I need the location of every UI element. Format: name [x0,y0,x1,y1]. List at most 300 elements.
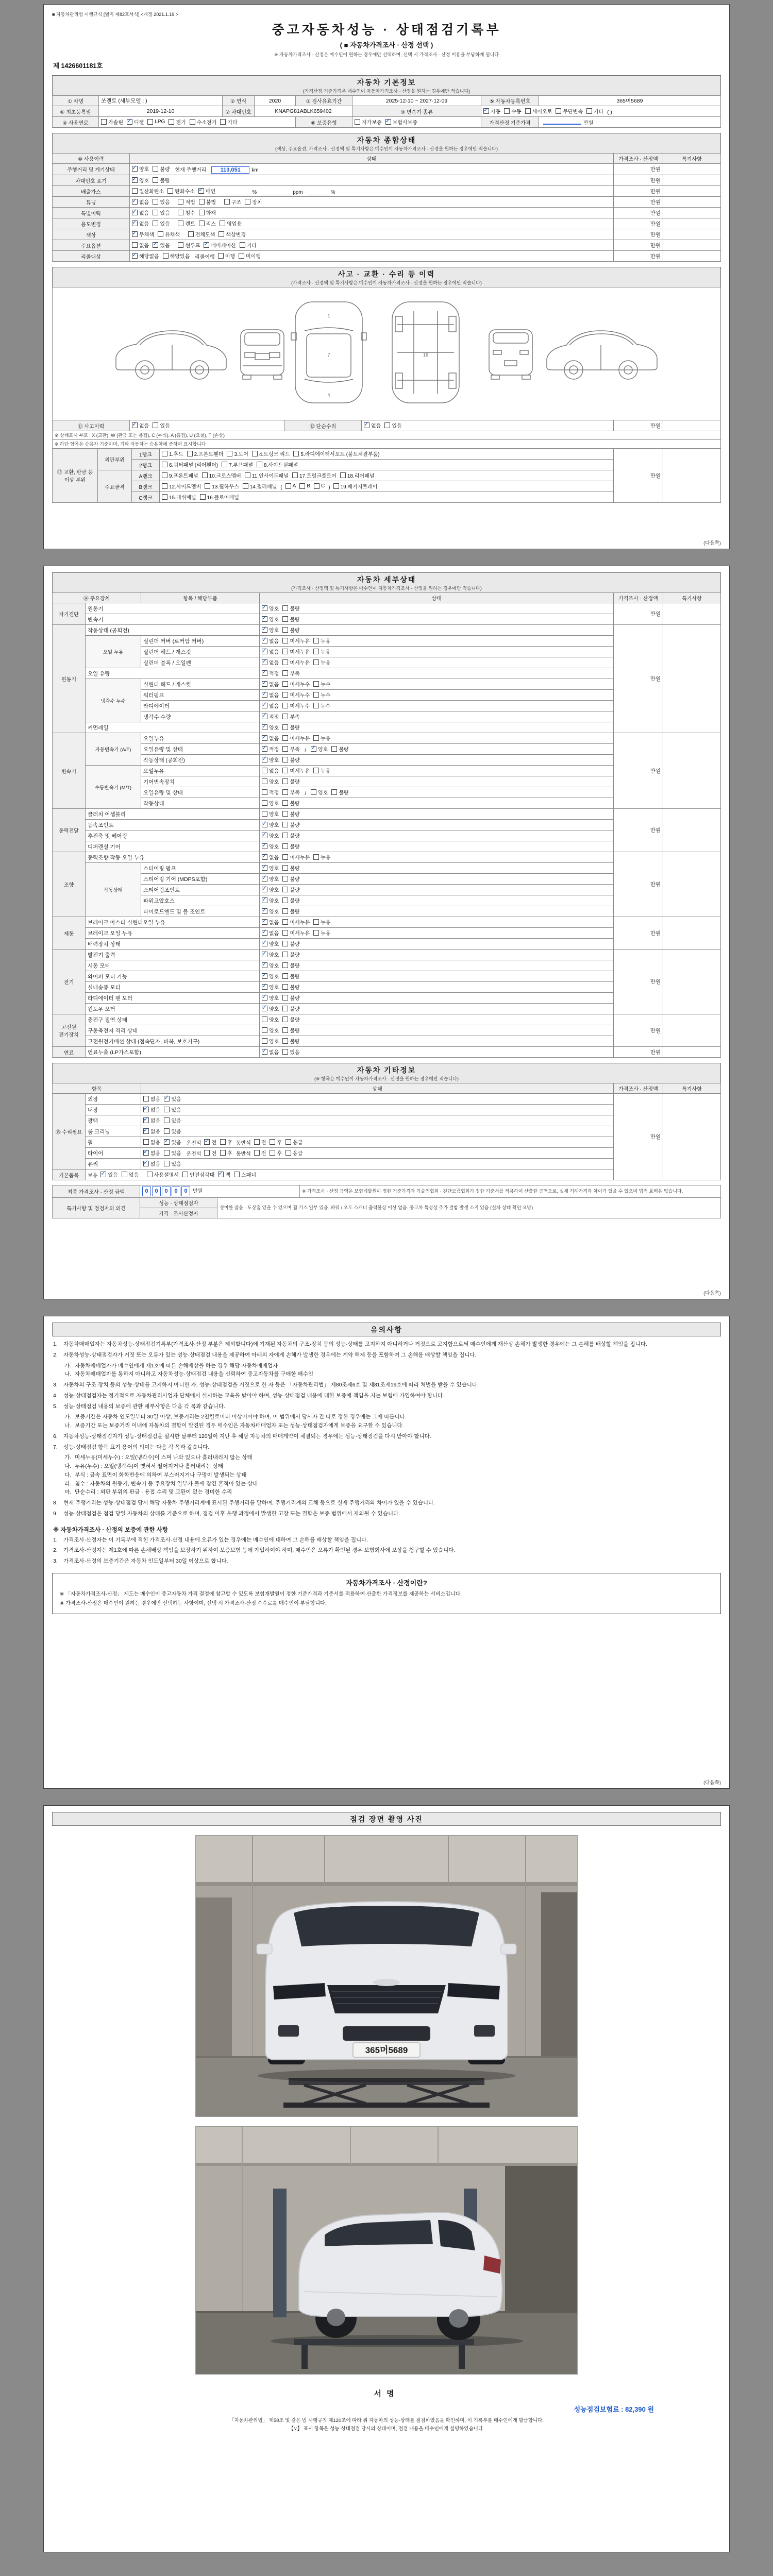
checkbox-label: 사용설명서 [154,1173,179,1178]
checkbox-checked-icon [262,735,267,741]
notice-sub-number: 나. [64,1463,72,1469]
checkbox[interactable] [262,810,279,818]
checkbox[interactable] [153,165,170,173]
checkbox[interactable] [132,230,154,238]
checkbox[interactable] [262,604,279,612]
checkbox-icon [153,210,158,215]
checkbox[interactable] [282,896,299,904]
checkbox[interactable] [483,107,500,115]
checkbox-label: 불량 [290,606,300,612]
checkbox[interactable] [147,1171,179,1178]
checkbox[interactable] [282,907,299,915]
checkbox[interactable] [143,1149,160,1157]
checkbox[interactable] [262,918,279,926]
checkbox[interactable] [282,648,310,655]
checkbox-icon [153,221,158,226]
checkbox[interactable] [143,1106,160,1113]
checkbox[interactable] [262,886,279,893]
checkbox[interactable] [262,713,279,720]
checkbox[interactable] [282,637,310,645]
value-cell [160,492,614,503]
checkbox-icon [282,800,288,806]
checkbox-icon [282,908,288,914]
checkbox-label: 17.트렁크플로어 [299,473,337,480]
checkbox-checked-icon [262,887,267,892]
checkbox[interactable] [299,483,310,489]
checkbox[interactable] [313,680,330,688]
checkbox[interactable] [224,198,241,206]
checkbox[interactable] [262,864,279,872]
checkbox-icon [132,242,138,248]
checkbox[interactable] [262,896,279,904]
checkbox[interactable] [169,118,186,126]
label-cell: ② 연식 [223,96,255,106]
checkbox[interactable] [313,637,330,645]
checkbox[interactable] [204,1138,216,1146]
checkbox[interactable] [313,767,330,774]
checkbox[interactable] [164,1160,181,1167]
value-cell [260,776,614,787]
checkbox[interactable] [313,734,330,742]
checkbox[interactable] [199,198,216,206]
checkbox[interactable] [556,107,583,115]
value-cell [260,690,614,701]
checkbox[interactable] [164,1106,181,1113]
checkbox[interactable] [257,461,298,468]
checkbox[interactable] [262,767,279,774]
checkbox[interactable] [282,832,299,839]
checkbox[interactable] [262,972,279,980]
checkbox[interactable] [282,1015,299,1023]
inline-text [142,1173,144,1179]
checkbox[interactable] [384,421,401,429]
value-cell: 룸 크리닝 [86,1126,141,1137]
checkbox[interactable] [364,421,381,429]
checkbox[interactable] [262,929,279,937]
checkbox[interactable] [282,810,299,818]
checkbox[interactable] [262,961,279,969]
value-cell: 만원 [614,1047,663,1058]
checkbox[interactable] [282,961,299,969]
value-cell [141,1137,614,1148]
checkbox[interactable] [227,450,248,457]
svg-text:4: 4 [327,393,330,398]
checkbox[interactable] [245,471,289,479]
checkbox[interactable] [262,832,279,839]
value-cell [260,647,614,657]
checkbox[interactable] [132,187,164,195]
checkbox[interactable] [331,745,348,753]
checkbox[interactable] [163,252,190,260]
checkbox[interactable] [282,972,299,980]
checkbox[interactable] [262,1026,279,1034]
checkbox[interactable] [162,471,198,479]
table-row [53,186,721,197]
checkbox[interactable] [292,471,337,479]
checkbox[interactable] [282,734,310,742]
checkbox[interactable] [282,691,310,699]
checkbox-label: 불법 [206,200,216,206]
checkbox[interactable] [198,187,215,195]
checkbox[interactable] [586,107,603,115]
checkbox[interactable] [282,875,299,883]
checkbox[interactable] [132,176,149,184]
checkbox-icon [153,422,158,428]
checkbox[interactable] [293,450,379,457]
checkbox[interactable] [182,1171,214,1178]
checkbox[interactable] [282,658,310,666]
value-cell: 만원 [614,1094,663,1180]
checkbox[interactable] [270,1149,282,1157]
checkbox[interactable] [282,669,299,677]
checkbox[interactable] [313,918,330,926]
checkbox[interactable] [252,450,290,457]
checkbox[interactable] [282,799,299,807]
checkbox[interactable] [262,745,279,753]
etc-info-table-host [52,1083,721,1180]
checkbox[interactable] [311,788,328,796]
checkbox[interactable] [219,230,246,238]
checkbox[interactable] [239,252,261,260]
checkbox[interactable] [262,702,279,709]
inspection-photo-rear [195,2126,578,2375]
checkbox[interactable] [262,615,279,623]
checkbox[interactable] [199,219,216,227]
checkbox[interactable] [162,461,218,468]
checkbox[interactable] [282,767,310,774]
checkbox[interactable] [262,756,279,764]
checkbox[interactable] [282,777,299,785]
checkbox[interactable] [132,241,149,249]
checkbox[interactable] [254,1138,266,1146]
checkbox[interactable] [262,723,279,731]
checkbox[interactable] [262,1015,279,1023]
checkbox-label: 없음 [269,639,279,645]
checkbox[interactable] [127,118,144,126]
checkbox[interactable] [143,1127,160,1135]
checkbox[interactable] [132,219,149,227]
checkbox[interactable] [164,1116,181,1124]
section-title: 자동차 종합상태 [357,136,416,144]
section-title: 자동차 기타정보 [357,1066,416,1074]
checkbox[interactable] [340,471,375,479]
table-row [53,917,721,928]
checkbox[interactable] [282,886,299,893]
checkbox[interactable] [262,788,279,796]
checkbox[interactable] [243,482,277,490]
checkbox[interactable] [143,1116,160,1124]
checkbox-icon [282,768,288,773]
value-cell [260,917,614,928]
checkbox[interactable] [385,118,417,126]
label-cell: 주요옵션 [53,240,130,251]
vehicle-diagram [106,291,667,414]
checkbox[interactable] [153,209,170,216]
checkbox[interactable] [204,1149,216,1157]
checkbox[interactable] [132,209,149,216]
checkbox[interactable] [262,658,279,666]
checkbox[interactable] [220,1138,232,1146]
license-plate-number: 365머5689 [365,2045,408,2055]
checkbox[interactable] [282,853,310,861]
checkbox-label: 불량 [160,167,170,173]
value-cell [260,733,614,744]
checkbox[interactable] [167,187,195,195]
checkbox[interactable] [262,907,279,915]
checkbox[interactable] [220,1149,232,1157]
checkbox[interactable] [158,230,180,238]
checkbox-checked-icon [364,422,369,428]
checkbox[interactable] [218,1171,230,1178]
checkbox-icon [313,703,319,708]
checkbox[interactable] [285,483,296,489]
checkbox[interactable] [282,983,299,991]
checkbox[interactable] [220,219,242,227]
checkbox-icon [311,789,316,795]
checkbox[interactable] [204,241,236,249]
checkbox[interactable] [262,940,279,947]
checkbox[interactable] [190,118,217,126]
checkbox[interactable] [178,209,195,216]
checkbox[interactable] [262,777,279,785]
label-cell: 특기사항 [663,1083,721,1094]
checkbox[interactable] [282,951,299,958]
checkbox-checked-icon [204,1139,210,1145]
checkbox[interactable] [262,1037,279,1045]
value-cell [141,1126,614,1137]
checkbox[interactable] [282,929,310,937]
checkbox[interactable] [188,230,215,238]
checkbox[interactable] [313,929,330,937]
value-cell: 연료누출 (LP가스포함) [86,1047,260,1058]
checkbox[interactable] [164,1095,181,1103]
checkbox-label: 썬루프 [185,243,200,249]
checkbox[interactable] [262,1005,279,1012]
checkbox[interactable] [153,219,170,227]
price-notice-title: ※ 자동차가격조사 · 산정의 보증에 관한 사항 [53,1527,169,1533]
notice-text: 가격조사·산정의 보증기간은 자동차 인도일부터 30일 이상으로 합니다. [63,1558,228,1564]
table-row [53,154,721,164]
checkbox-label: 불량 [290,909,300,915]
checkbox-checked-icon [262,616,267,622]
checkbox-label: 있음 [160,222,170,227]
checkbox-label: 5.라디에이터서포트 (볼트체결부품) [300,452,380,458]
checkbox[interactable] [282,1005,299,1012]
checkbox-checked-icon [132,166,138,172]
checkbox[interactable] [143,1095,160,1103]
checkbox[interactable] [282,713,299,720]
checkbox[interactable] [314,483,325,489]
checkbox[interactable] [187,450,224,457]
inline-text: % [252,190,257,195]
label-cell: 주요골격 [98,470,132,503]
checkbox[interactable] [220,118,237,126]
checkbox[interactable] [270,1138,282,1146]
checkbox-label: 있음 [160,423,170,429]
checkbox[interactable] [147,119,165,125]
checkbox[interactable] [200,493,239,501]
checkbox[interactable] [282,821,299,828]
checkbox[interactable] [162,493,196,501]
checkbox[interactable] [313,691,330,699]
checkbox[interactable] [132,252,159,260]
checkbox[interactable] [240,241,257,249]
checkbox[interactable] [282,842,299,850]
checkbox[interactable] [202,471,241,479]
checkbox[interactable] [245,198,262,206]
checkbox[interactable] [222,461,253,468]
checkbox[interactable] [282,1037,299,1045]
checkbox[interactable] [262,799,279,807]
checkbox[interactable] [143,1160,160,1167]
checkbox[interactable] [333,482,378,490]
inline-text: 운전석 [184,1141,201,1146]
checkbox[interactable] [143,1138,160,1146]
checkbox[interactable] [282,615,299,623]
checkbox[interactable] [282,680,310,688]
checkbox[interactable] [153,241,170,249]
checkbox[interactable] [178,219,195,227]
table-row [53,240,721,251]
label-cell: 기본품목 [53,1170,86,1180]
value-cell: 스티어링 펌프 [141,863,260,874]
checkbox[interactable] [153,421,170,429]
checkbox[interactable] [100,1171,117,1178]
checkbox[interactable] [262,691,279,699]
checkbox[interactable] [504,107,521,115]
checkbox-icon [504,108,510,114]
price-digit: 0 [152,1187,161,1196]
checkbox[interactable] [101,118,123,126]
checkbox-label: 없음 [269,650,279,655]
checkbox-icon [187,451,193,456]
checkbox[interactable] [262,853,279,861]
checkbox[interactable] [282,745,299,753]
checkbox[interactable] [262,951,279,958]
checkbox-label: 불량 [339,790,349,796]
checkbox-label: 있음 [392,423,402,429]
checkbox[interactable] [282,994,299,1002]
checkbox[interactable] [262,637,279,645]
checkbox[interactable] [262,734,279,742]
checkbox-label: 미세누유 [290,855,310,861]
checkbox[interactable] [282,788,299,796]
value-cell: 실린더 헤드 / 개스킷 [141,647,260,657]
checkbox[interactable] [254,1149,266,1157]
checkbox[interactable] [164,1149,181,1157]
checkbox[interactable] [282,604,299,612]
checkbox-label: 후 [227,1151,232,1157]
checkbox-checked-icon [483,108,489,114]
value-cell [663,218,721,229]
checkbox-label: 없음 [150,1140,161,1146]
checkbox[interactable] [313,658,330,666]
checkbox[interactable] [262,821,279,828]
section-title: 점검 장면 촬영 사진 [350,1815,423,1823]
checkbox[interactable] [282,702,310,709]
checkbox[interactable] [285,1149,303,1157]
section-title: 사고 · 교환 · 수리 등 이력 [338,270,435,278]
checkbox[interactable] [234,1171,256,1178]
checkbox[interactable] [282,864,299,872]
checkbox-label: 8.사이드실패널 [264,463,298,469]
checkbox[interactable] [331,788,348,796]
checkbox[interactable] [162,450,183,457]
checkbox-label: 부족 [290,715,300,720]
checkbox[interactable] [313,853,330,861]
checkbox[interactable] [164,1138,181,1146]
label-cell: 색상 [53,229,130,240]
checkbox[interactable] [282,940,299,947]
checkbox[interactable] [218,252,235,260]
checkbox[interactable] [178,198,195,206]
checkbox-icon [101,119,107,125]
inline-text: ( [280,485,282,491]
accident-parts-table-host [52,448,721,503]
checkbox[interactable] [282,626,299,634]
checkbox[interactable] [262,983,279,991]
checkbox[interactable] [153,198,170,206]
checkbox[interactable] [282,756,299,764]
checkbox[interactable] [262,1048,279,1056]
checkbox[interactable] [282,723,299,731]
checkbox-icon [282,843,288,849]
checkbox[interactable] [313,648,330,655]
checkbox-label: 양호 [139,178,149,184]
checkbox[interactable] [153,176,170,184]
checkbox-checked-icon [262,649,267,654]
checkbox[interactable] [262,648,279,655]
checkbox[interactable] [311,745,328,753]
checkbox[interactable] [162,482,201,490]
checkbox-icon [162,451,167,456]
checkbox[interactable] [262,875,279,883]
checkbox[interactable] [132,198,149,206]
checkbox[interactable] [178,241,200,249]
table-row [53,440,721,449]
checkbox[interactable] [262,669,279,677]
checkbox-label: 누유 [320,639,331,645]
checkbox-label: 장치 [252,200,262,206]
checkbox[interactable] [282,1048,299,1056]
value-cell: 발전기 출력 [86,950,260,960]
checkbox[interactable] [262,626,279,634]
detail-condition-table-host [52,592,721,1058]
checkbox-label: B [307,483,310,489]
checkbox[interactable] [199,209,216,216]
checkbox[interactable] [313,702,330,709]
checkbox[interactable] [282,1026,299,1034]
checkbox[interactable] [262,680,279,688]
checkbox[interactable] [262,994,279,1002]
checkbox-label: 불량 [290,899,300,904]
checkbox[interactable] [132,421,149,429]
checkbox[interactable] [285,1138,303,1146]
checkbox[interactable] [262,842,279,850]
checkbox-label: 안전삼각대 [190,1173,215,1178]
checkbox[interactable] [122,1171,139,1178]
checkbox[interactable] [132,165,149,173]
checkbox-checked-icon [262,746,267,752]
checkbox-icon [384,422,390,428]
checkbox[interactable] [164,1127,181,1135]
checkbox[interactable] [355,118,382,126]
checkbox[interactable] [525,107,552,115]
checkbox-label: 후 [277,1140,282,1146]
checkbox[interactable] [205,482,239,490]
value-cell [260,679,614,690]
checkbox[interactable] [282,918,310,926]
